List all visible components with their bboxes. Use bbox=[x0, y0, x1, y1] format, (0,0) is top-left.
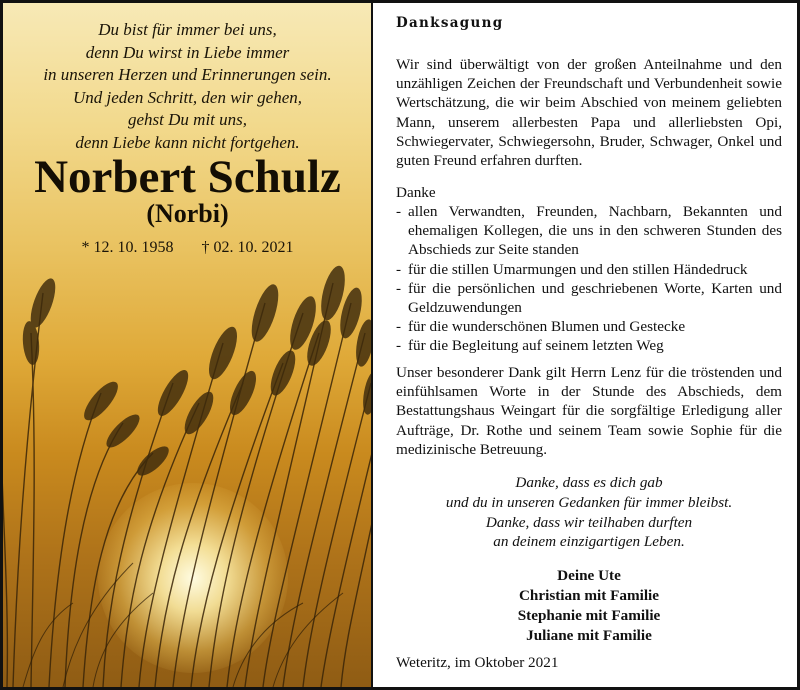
closing-line: und du in unseren Gedanken für immer bleibst. bbox=[445, 493, 733, 511]
poem bbox=[3, 19, 372, 154]
danke-label: Danke bbox=[396, 184, 436, 201]
signature-line: Deine Ute bbox=[557, 567, 621, 584]
birth-date: * 12. 10. 1958 bbox=[81, 239, 174, 256]
list-item: - für die Begleitung auf seinem letzten Weg bbox=[396, 337, 664, 355]
list-item: - für die wunderschönen Blumen und Gestecke bbox=[396, 318, 686, 336]
closing-line: Danke, dass es dich gab bbox=[515, 474, 663, 491]
signatures bbox=[396, 566, 782, 646]
special-thanks: Unser besonderer Dank gilt Herrn Lenz für die tröstenden und einfühlsamen Worte in der Stunde des Abschieds, dem Bestattungshaus Weingart für die sorgfältige Erledigung aller Aufträge, Dr. Rothe und seinem Team sowie Sophie für die medizinische Betreuung. bbox=[396, 364, 782, 458]
signature-line: Juliane mit Familie bbox=[526, 627, 652, 644]
closing-line: Danke, dass wir teilhaben durften bbox=[485, 513, 693, 531]
deceased-name: Norbert Schulz bbox=[34, 151, 341, 203]
life-dates bbox=[3, 239, 372, 257]
poem-line: Und jeden Schritt, den wir gehen, bbox=[73, 87, 302, 107]
thanks-panel bbox=[373, 3, 797, 687]
poem-line: denn Du wirst in Liebe immer bbox=[85, 42, 290, 62]
closing-line: an deinem einzigartigen Leben. bbox=[493, 533, 685, 551]
poem-line: gehst Du mit uns, bbox=[128, 110, 247, 129]
signature-line: Stephanie mit Familie bbox=[517, 607, 661, 624]
closing-verse bbox=[396, 473, 782, 552]
place-date: Weteritz, im Oktober 2021 bbox=[396, 654, 559, 671]
poem-line: in unseren Herzen und Erinnerungen sein. bbox=[43, 65, 332, 84]
list-item: - allen Verwandten, Freunden, Nachbarn, Bekannten und ehemaligen Kollegen, die uns in den schweren Stunden des Abschieds zur Seite standen bbox=[396, 203, 782, 259]
list-item: - für die stillen Umarmungen und den stillen Händedruck bbox=[396, 260, 748, 278]
thanks-heading: Danksagung bbox=[396, 15, 504, 31]
deceased-nickname: (Norbi) bbox=[146, 199, 229, 228]
list-item: - für die persönlichen und geschriebenen Worte, Karten und Geldzuwendungen bbox=[396, 279, 782, 317]
poem-line: Du bist für immer bei uns, bbox=[98, 20, 277, 39]
thanks-list bbox=[396, 202, 782, 356]
memorial-photo-panel bbox=[3, 3, 372, 687]
thanks-intro: Wir sind überwältigt von der großen Anteilnahme und den unzähligen Zeichen der Freundschaft und Verbundenheit sowie Wertschätzung, die wir beim Abschied von meinem geliebten Mann, unserem allerbesten Papa und allerliebsten Opi, Schwiegervater, Schwiegersohn, Bruder, Schwager, Onkel und guten Freund erfahren durften. bbox=[396, 56, 782, 170]
signature-line: Christian mit Familie bbox=[518, 587, 660, 604]
death-date: † 02. 10. 2021 bbox=[201, 239, 294, 256]
poem-line: denn Liebe kann nicht fortgehen. bbox=[75, 132, 300, 152]
